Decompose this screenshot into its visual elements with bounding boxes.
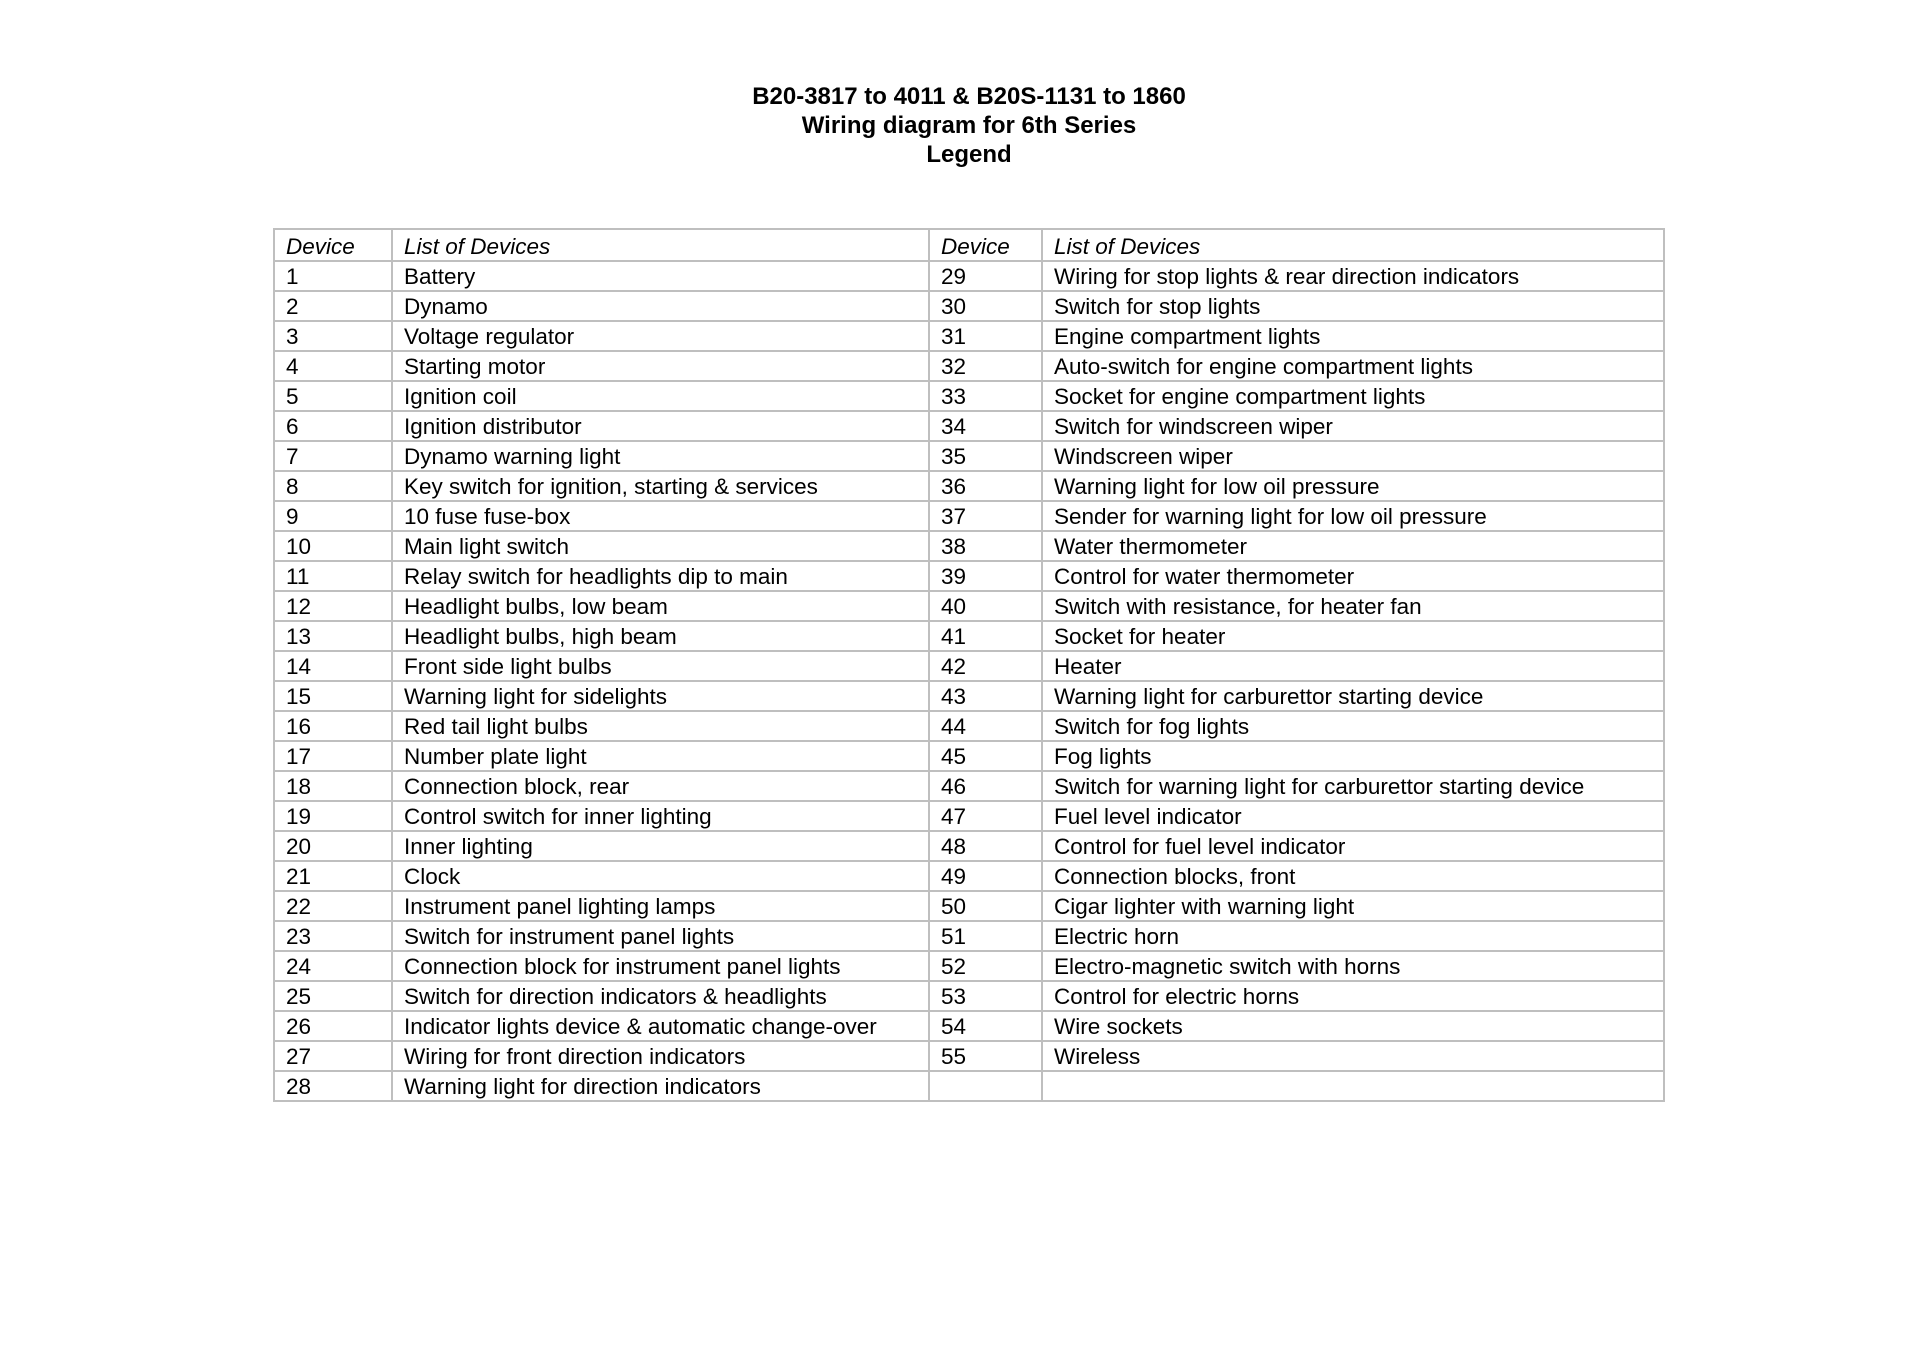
device-name-cell: Control for fuel level indicator (1042, 831, 1664, 861)
device-name-cell: Switch with resistance, for heater fan (1042, 591, 1664, 621)
device-number-cell: 7 (274, 441, 392, 471)
device-number-cell: 16 (274, 711, 392, 741)
table-row (274, 1011, 1664, 1041)
device-number-cell: 33 (929, 381, 1042, 411)
device-number-cell: 28 (274, 1071, 392, 1101)
device-number-cell: 19 (274, 801, 392, 831)
device-name-cell: Switch for instrument panel lights (392, 921, 929, 951)
device-number-cell: 30 (929, 291, 1042, 321)
table-row (274, 771, 1664, 801)
device-name-cell: Windscreen wiper (1042, 441, 1664, 471)
device-number-cell: 37 (929, 501, 1042, 531)
device-name-cell: Front side light bulbs (392, 651, 929, 681)
device-name-cell: Warning light for direction indicators (392, 1071, 929, 1101)
device-name-cell (1042, 1071, 1664, 1101)
device-number-cell: 36 (929, 471, 1042, 501)
device-number-cell: 12 (274, 591, 392, 621)
device-number-cell: 1 (274, 261, 392, 291)
device-number-cell: 8 (274, 471, 392, 501)
table-row (274, 471, 1664, 501)
device-number-cell: 25 (274, 981, 392, 1011)
device-name-cell: Electro-magnetic switch with horns (1042, 951, 1664, 981)
device-name-cell: 10 fuse fuse-box (392, 501, 929, 531)
device-name-cell: Wiring for stop lights & rear direction indicators (1042, 261, 1664, 291)
device-name-cell: Engine compartment lights (1042, 321, 1664, 351)
table-row (274, 891, 1664, 921)
device-number-cell: 20 (274, 831, 392, 861)
table-row (274, 1071, 1664, 1101)
table-body (274, 261, 1664, 1101)
device-number-cell: 29 (929, 261, 1042, 291)
device-name-cell: Battery (392, 261, 929, 291)
device-name-cell: Fog lights (1042, 741, 1664, 771)
device-number-cell: 31 (929, 321, 1042, 351)
device-number-cell: 52 (929, 951, 1042, 981)
device-name-cell: Starting motor (392, 351, 929, 381)
table-row (274, 831, 1664, 861)
device-number-cell: 51 (929, 921, 1042, 951)
device-number-cell: 11 (274, 561, 392, 591)
device-name-cell: Socket for heater (1042, 621, 1664, 651)
device-number-cell: 18 (274, 771, 392, 801)
device-name-cell: Dynamo (392, 291, 929, 321)
device-number-cell: 39 (929, 561, 1042, 591)
device-number-cell: 22 (274, 891, 392, 921)
device-number-cell: 24 (274, 951, 392, 981)
device-number-cell: 32 (929, 351, 1042, 381)
table-row (274, 741, 1664, 771)
device-name-cell: Key switch for ignition, starting & services (392, 471, 929, 501)
device-number-cell (929, 1071, 1042, 1101)
device-name-cell: Voltage regulator (392, 321, 929, 351)
table-row (274, 1041, 1664, 1071)
device-name-cell: Water thermometer (1042, 531, 1664, 561)
device-number-cell: 4 (274, 351, 392, 381)
table-row (274, 261, 1664, 291)
device-number-cell: 38 (929, 531, 1042, 561)
table-row (274, 291, 1664, 321)
table-row (274, 411, 1664, 441)
device-name-cell: Switch for stop lights (1042, 291, 1664, 321)
device-name-cell: Warning light for carburettor starting device (1042, 681, 1664, 711)
table-row (274, 621, 1664, 651)
device-name-cell: Connection blocks, front (1042, 861, 1664, 891)
device-number-cell: 14 (274, 651, 392, 681)
device-name-cell: Headlight bulbs, high beam (392, 621, 929, 651)
device-number-cell: 50 (929, 891, 1042, 921)
device-name-cell: Ignition coil (392, 381, 929, 411)
device-name-cell: Connection block for instrument panel lights (392, 951, 929, 981)
device-number-cell: 5 (274, 381, 392, 411)
device-name-cell: Clock (392, 861, 929, 891)
device-number-cell: 54 (929, 1011, 1042, 1041)
device-name-cell: Socket for engine compartment lights (1042, 381, 1664, 411)
title-line-diagram: Wiring diagram for 6th Series (801, 112, 1137, 139)
device-number-cell: 2 (274, 291, 392, 321)
device-number-cell: 44 (929, 711, 1042, 741)
device-name-cell: Wireless (1042, 1041, 1664, 1071)
device-name-cell: Fuel level indicator (1042, 801, 1664, 831)
device-legend-table (273, 228, 1665, 1102)
table-row (274, 921, 1664, 951)
device-number-cell: 53 (929, 981, 1042, 1011)
device-number-cell: 26 (274, 1011, 392, 1041)
device-number-cell: 6 (274, 411, 392, 441)
table-row (274, 441, 1664, 471)
device-name-cell: Warning light for sidelights (392, 681, 929, 711)
device-number-cell: 55 (929, 1041, 1042, 1071)
title-line-model-range: B20-3817 to 4011 & B20S-1131 to 1860 (752, 83, 1186, 110)
table-row (274, 591, 1664, 621)
table-row (274, 501, 1664, 531)
device-number-cell: 49 (929, 861, 1042, 891)
device-name-cell: Switch for windscreen wiper (1042, 411, 1664, 441)
device-name-cell: Control for electric horns (1042, 981, 1664, 1011)
device-name-cell: Electric horn (1042, 921, 1664, 951)
device-name-cell: Red tail light bulbs (392, 711, 929, 741)
device-name-cell: Warning light for low oil pressure (1042, 471, 1664, 501)
device-number-cell: 23 (274, 921, 392, 951)
device-number-cell: 3 (274, 321, 392, 351)
device-name-cell: Control switch for inner lighting (392, 801, 929, 831)
table-row (274, 951, 1664, 981)
device-name-cell: Control for water thermometer (1042, 561, 1664, 591)
device-name-cell: Dynamo warning light (392, 441, 929, 471)
device-name-cell: Connection block, rear (392, 771, 929, 801)
device-name-cell: Headlight bulbs, low beam (392, 591, 929, 621)
header-list-of-devices-right: List of Devices (1042, 229, 1664, 261)
device-name-cell: Indicator lights device & automatic change-over (392, 1011, 929, 1041)
table-row (274, 681, 1664, 711)
table-row (274, 861, 1664, 891)
device-number-cell: 17 (274, 741, 392, 771)
device-name-cell: Switch for direction indicators & headlights (392, 981, 929, 1011)
table-row (274, 381, 1664, 411)
device-name-cell: Inner lighting (392, 831, 929, 861)
table-row (274, 321, 1664, 351)
document-title (0, 82, 1920, 169)
device-name-cell: Auto-switch for engine compartment lights (1042, 351, 1664, 381)
header-device-right: Device (929, 229, 1042, 261)
table-row (274, 711, 1664, 741)
device-name-cell: Switch for warning light for carburettor starting device (1042, 771, 1664, 801)
device-number-cell: 10 (274, 531, 392, 561)
device-name-cell: Wiring for front direction indicators (392, 1041, 929, 1071)
table-row (274, 801, 1664, 831)
device-number-cell: 40 (929, 591, 1042, 621)
device-number-cell: 15 (274, 681, 392, 711)
title-line-legend: Legend (926, 141, 1012, 168)
device-number-cell: 46 (929, 771, 1042, 801)
device-name-cell: Cigar lighter with warning light (1042, 891, 1664, 921)
table-row (274, 651, 1664, 681)
device-number-cell: 13 (274, 621, 392, 651)
device-name-cell: Number plate light (392, 741, 929, 771)
table-row (274, 351, 1664, 381)
device-number-cell: 41 (929, 621, 1042, 651)
device-number-cell: 35 (929, 441, 1042, 471)
device-name-cell: Relay switch for headlights dip to main (392, 561, 929, 591)
header-device-left: Device (274, 229, 392, 261)
device-name-cell: Main light switch (392, 531, 929, 561)
device-number-cell: 34 (929, 411, 1042, 441)
table-row (274, 981, 1664, 1011)
table-row (274, 531, 1664, 561)
device-number-cell: 27 (274, 1041, 392, 1071)
device-number-cell: 48 (929, 831, 1042, 861)
device-name-cell: Instrument panel lighting lamps (392, 891, 929, 921)
table-header-row (274, 229, 1664, 261)
device-number-cell: 42 (929, 651, 1042, 681)
device-number-cell: 21 (274, 861, 392, 891)
device-number-cell: 43 (929, 681, 1042, 711)
device-number-cell: 9 (274, 501, 392, 531)
table-row (274, 561, 1664, 591)
device-name-cell: Sender for warning light for low oil pressure (1042, 501, 1664, 531)
device-name-cell: Switch for fog lights (1042, 711, 1664, 741)
device-name-cell: Ignition distributor (392, 411, 929, 441)
device-name-cell: Heater (1042, 651, 1664, 681)
device-name-cell: Wire sockets (1042, 1011, 1664, 1041)
header-list-of-devices-left: List of Devices (392, 229, 929, 261)
device-number-cell: 47 (929, 801, 1042, 831)
device-number-cell: 45 (929, 741, 1042, 771)
